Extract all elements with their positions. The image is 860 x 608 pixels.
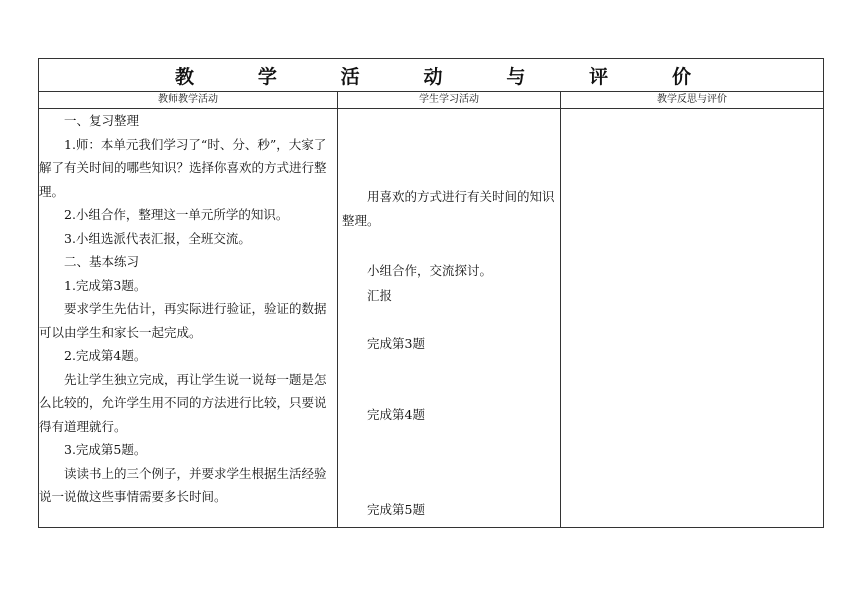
title-char: 学 bbox=[257, 65, 277, 88]
teacher-line: 要求学生先估计，再实际进行验证，验证的数据可以由学生和家长一起完成。 bbox=[39, 301, 327, 340]
student-line: 汇报 bbox=[367, 288, 393, 303]
teacher-line: 3.完成第5题。 bbox=[64, 442, 147, 457]
teacher-line: 2.完成第4题。 bbox=[64, 348, 147, 363]
student-line: 完成第3题 bbox=[367, 336, 425, 351]
student-line: 小组合作，交流探讨。 bbox=[367, 263, 493, 278]
student-line: 完成第5题 bbox=[367, 502, 425, 517]
teacher-line: 二、基本练习 bbox=[64, 254, 140, 269]
title-char: 教 bbox=[175, 65, 195, 88]
title-char: 动 bbox=[423, 65, 443, 88]
teacher-line: 1.师：本单元我们学习了“时、分、秒”，大家了解了有关时间的哪些知识？选择你喜欢的方式进行整理。 bbox=[39, 136, 327, 199]
title-char: 价 bbox=[671, 65, 691, 88]
title-char: 评 bbox=[589, 65, 609, 88]
teacher-line: 一、复习整理 bbox=[64, 113, 140, 128]
reflection-cell bbox=[561, 109, 824, 528]
header-student-activities: 学生学习活动 bbox=[338, 92, 561, 109]
title-char: 活 bbox=[340, 65, 360, 88]
header-teacher-activities: 教师教学活动 bbox=[39, 92, 338, 109]
title-cell bbox=[39, 59, 824, 92]
teacher-line: 3.小组选派代表汇报，全班交流。 bbox=[64, 230, 251, 246]
title-char: 与 bbox=[506, 65, 526, 88]
student-activities-cell bbox=[338, 109, 561, 528]
header-reflection: 教学反思与评价 bbox=[561, 92, 824, 109]
teacher-line: 先让学生独立完成，再让学生说一说每一题是怎么比较的，允许学生用不同的方法进行比较，只要说得有道理就行。 bbox=[39, 371, 327, 434]
student-line: 用喜欢的方式进行有关时间的知识整理。 bbox=[342, 189, 555, 228]
teacher-line: 读读书上的三个例子，并要求学生根据生活经验说一说做这些事情需要多长时间。 bbox=[39, 465, 327, 504]
teacher-line: 1.完成第3题。 bbox=[64, 277, 147, 293]
teacher-activities-cell bbox=[39, 109, 338, 528]
lesson-plan-table bbox=[38, 58, 824, 528]
teacher-line: 2.小组合作，整理这一单元所学的知识。 bbox=[64, 207, 289, 222]
table-title bbox=[39, 59, 823, 91]
student-line: 完成第4题 bbox=[367, 407, 425, 422]
